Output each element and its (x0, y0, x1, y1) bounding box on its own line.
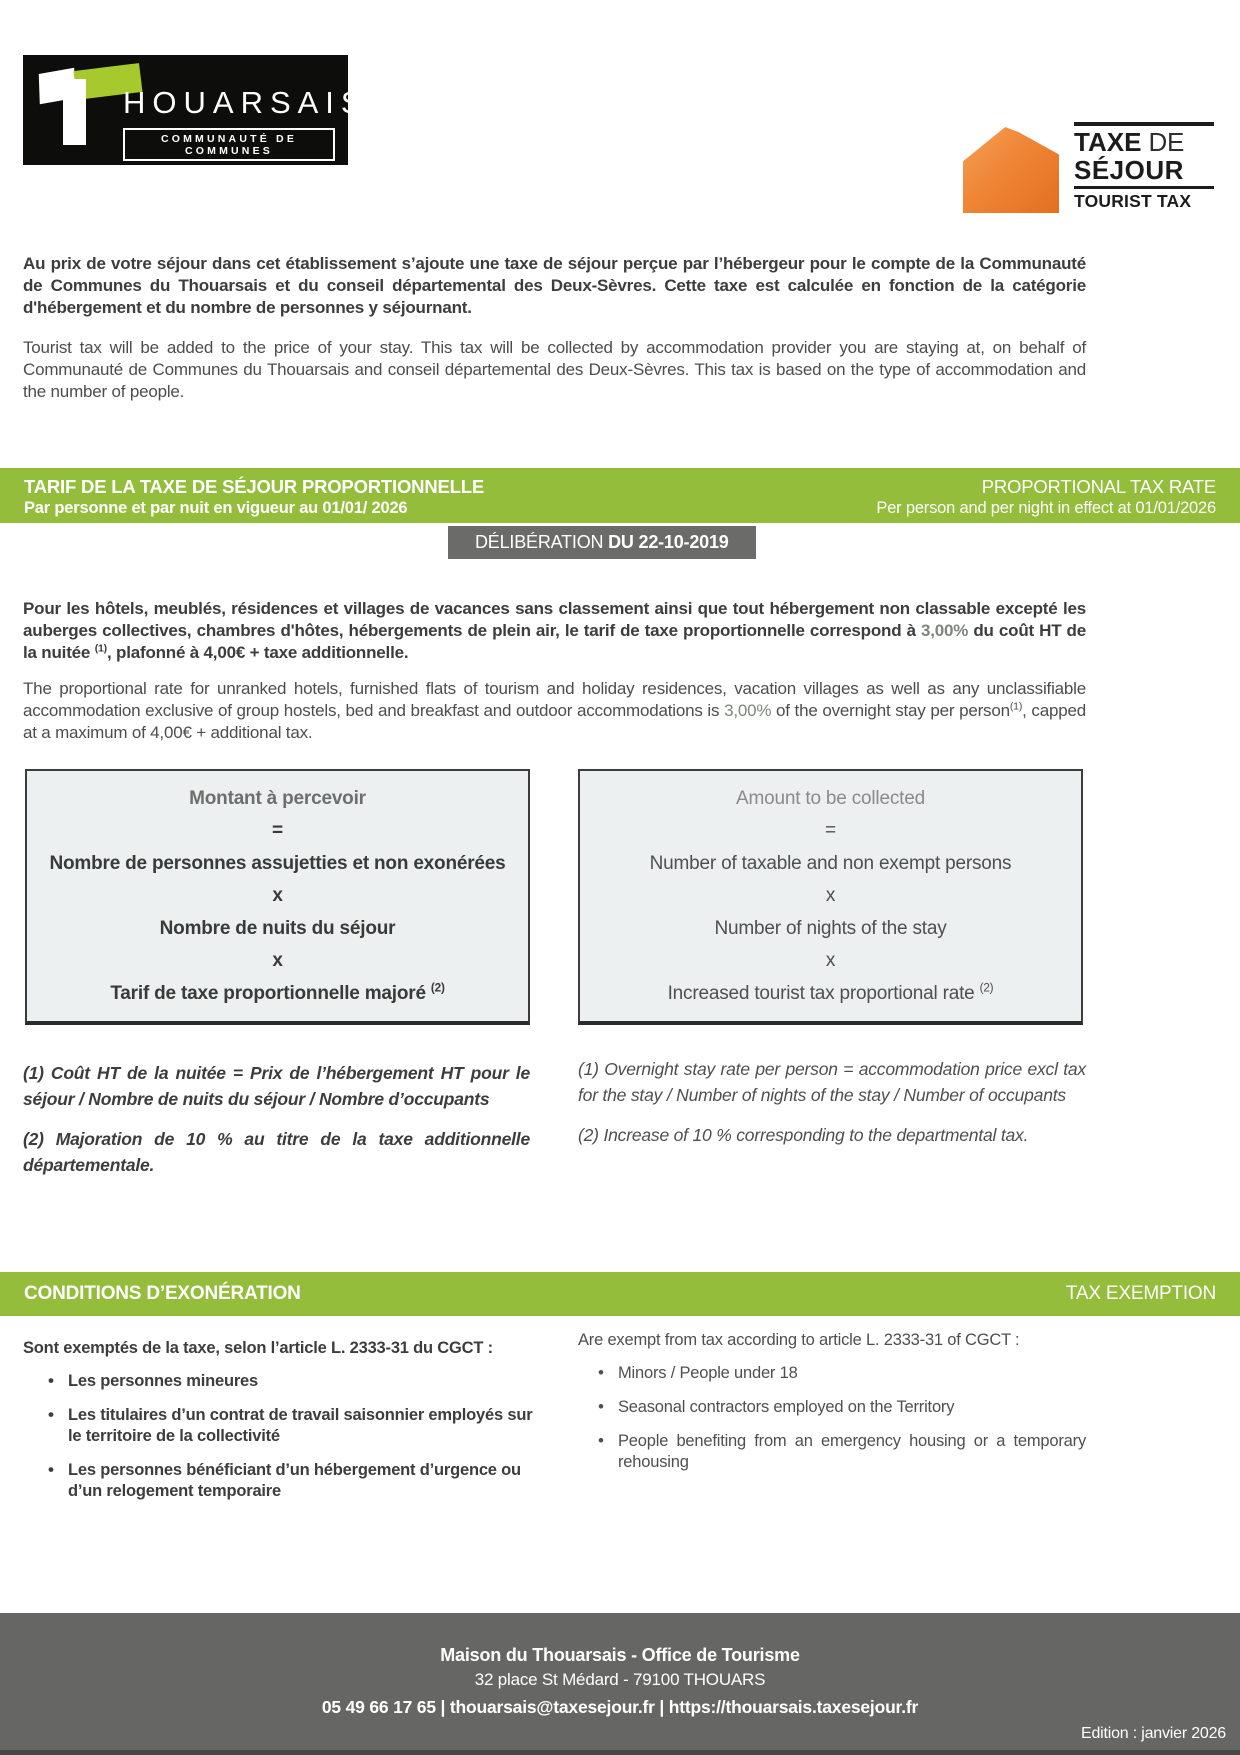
banner-rate-en-title: PROPORTIONAL TAX RATE (981, 476, 1216, 497)
list-item: • Les personnes mineures (68, 1371, 535, 1392)
footer-address: 32 place St Médard - 79100 THOUARS (474, 1670, 766, 1689)
taxlogo-sejour: SÉJOUR (1074, 155, 1184, 185)
intro-paragraph-fr: Au prix de votre séjour dans cet établissement s’ajoute une taxe de séjour perçue par l’hébergeur pour le compte de la Communauté de Communes du Thouarsais et du conseil départemental des Deux-Sèvres. Cette taxe est calculée en fonction de la catégorie d'hébergement et du nombre de personnes y séjournant. (23, 254, 1086, 317)
footer-edition: Edition : janvier 2026 (1080, 1725, 1226, 1742)
taxlogo-tourist-tax: TOURIST TAX (1074, 191, 1192, 211)
logo-rule-top (1074, 122, 1214, 126)
formula-fr-row2: Nombre de nuits du séjour (159, 917, 396, 939)
list-item: • Les titulaires d’un contrat de travail saisonnier employés sur le territoire de la collectivité (68, 1405, 535, 1447)
formula-fr-times2: x (272, 950, 283, 971)
exemption-fr-intro: Sont exemptés de la taxe, selon l’article L. 2333-31 du CGCT : (23, 1339, 493, 1357)
banner-rate-fr-title: TARIF DE LA TAXE DE SÉJOUR PROPORTIONNELLE (24, 476, 484, 497)
banner-exemption (0, 1272, 1240, 1316)
rate-fr-before: Pour les hôtels, meublés, résidences et villages de vacances sans classement ainsi que tout hébergement non classable excepté les auberges collectives, chambres d'hôtes, hébergements de plein air, le tarif de taxe proportionnelle correspond à (23, 599, 1086, 640)
taxlogo-de: DE (1141, 127, 1185, 157)
formula-en-row3 (588, 983, 1073, 1005)
deliberation-label: DÉLIBÉRATION (475, 532, 609, 552)
formula-fr-row3-text: Tarif de taxe proportionnelle majoré (110, 982, 431, 1004)
deliberation-date: DU 22-10-2019 (608, 532, 729, 552)
house-icon (963, 127, 1059, 213)
t-stem-icon (63, 79, 86, 145)
footer (0, 1613, 1240, 1755)
footer-bottom-strip (0, 1750, 1240, 1755)
rate-en-sup: (1) (1009, 700, 1023, 713)
banner-rate-en (876, 475, 1216, 523)
banner-exemption-fr: CONDITIONS D’EXONÉRATION (24, 1283, 301, 1304)
list-item: • Seasonal contractors employed on the Territory (618, 1397, 1086, 1418)
deliberation-badge (448, 526, 756, 559)
banner-rate-fr-subtitle: Par personne et par nuit en vigueur au 01/01/ 2026 (24, 499, 408, 517)
footnote-fr-1: (1) Coût HT de la nuitée = Prix de l’hébergement HT pour le séjour / Nombre de nuits du séjour / Nombre d’occupants (23, 1063, 530, 1109)
exemption-en-list (578, 1363, 1086, 1473)
exemption-fr-list (23, 1371, 535, 1502)
banner-exemption-en: TAX EXEMPTION (1065, 1283, 1216, 1304)
formula-box-en (578, 769, 1083, 1025)
rate-fr-middle: du coût HT de la nuitée (23, 621, 1086, 662)
formula-fr-title: Montant à percevoir (189, 787, 366, 809)
formula-en-equals: = (825, 820, 836, 841)
exemption-en-intro: Are exempt from tax according to article L. 2333-31 of CGCT : (578, 1331, 1020, 1349)
formula-fr-row1: Nombre de personnes assujetties et non exonérées (49, 852, 506, 874)
footnotes-en (578, 1056, 1086, 1148)
logo-rule-bottom (1074, 186, 1214, 189)
exemption-en (578, 1330, 1086, 1486)
thouarsais-logo (23, 55, 369, 165)
banner-rate-en-subtitle: Per person and per night in effect at 01/01/2026 (876, 499, 1216, 517)
formula-en-times1: x (825, 885, 836, 906)
formula-en-row2: Number of nights of the stay (714, 917, 947, 939)
formula-en-times2: x (825, 950, 836, 971)
formula-fr-equals: = (272, 820, 283, 841)
exemption-fr (23, 1338, 535, 1515)
logo-subtitle: COMMUNAUTÉ DE COMMUNES (123, 128, 335, 161)
banner-rate-fr (24, 475, 484, 523)
rate-en-after: , capped at a maximum of 4,00€ + additional tax. (23, 701, 1086, 742)
footnote-en-2: (2) Increase of 10 % corresponding to the departmental tax. (578, 1125, 1029, 1145)
rate-fr-after: , plafonné à 4,00€ + taxe additionnelle. (106, 643, 409, 662)
formula-en-row1: Number of taxable and non exempt persons (649, 852, 1012, 874)
formula-en-title: Amount to be collected (736, 787, 925, 809)
formula-fr-row3-sup: (2) (430, 981, 445, 995)
footnote-en-1: (1) Overnight stay rate per person = accommodation price excl tax for the stay / Number of nights of the stay / Number of occupants (578, 1059, 1086, 1105)
formula-fr-row3 (35, 983, 520, 1005)
taxlogo-line1 (1074, 129, 1214, 156)
list-item: • Les personnes bénéficiant d’un hébergement d’urgence ou d’un relogement temporaire (68, 1460, 535, 1502)
footer-contact: 05 49 66 17 65 | thouarsais@taxesejour.fr | https://thouarsais.taxesejour.fr (321, 1697, 919, 1717)
intro-paragraph-en: Tourist tax will be added to the price of your stay. This tax will be collected by accommodation provider you are staying at, on behalf of Communauté de Communes du Thouarsais and conseil départemental des Deux-Sèvres. This tax is based on the type of accommodation and the number of people. (23, 338, 1086, 401)
logo-wordmark: HOUARSAIS (123, 85, 369, 120)
rate-fr-sup: (1) (94, 642, 107, 655)
rate-en-before: The proportional rate for unranked hotels, furnished flats of tourism and holiday residences, vacation villages as well as any unclassifiable accommodation exclusive of group hostels, bed and breakfast and outdoor accommodations is (23, 679, 1086, 720)
rate-paragraph-fr (23, 598, 1086, 664)
rate-en-middle: of the overnight stay per person (771, 701, 1010, 720)
footnote-fr-2: (2) Majoration de 10 % au titre de la taxe additionnelle départementale. (23, 1129, 530, 1175)
formula-fr-times1: x (272, 885, 283, 906)
formula-box-fr (25, 769, 530, 1025)
banner-proportional-rate (0, 468, 1240, 523)
rate-paragraph-en (23, 678, 1086, 744)
list-item: • Minors / People under 18 (618, 1363, 1086, 1384)
taxe-de-sejour-logo (1074, 122, 1214, 212)
rate-fr-percent: 3,00% (920, 621, 969, 640)
rate-en-percent: 3,00% (724, 701, 772, 720)
footnotes-fr (23, 1060, 530, 1178)
footer-office-name: Maison du Thouarsais - Office de Tourisme (440, 1645, 800, 1665)
formula-en-row3-sup: (2) (979, 981, 994, 995)
list-item: • People benefiting from an emergency housing or a temporary rehousing (618, 1431, 1086, 1473)
taxlogo-taxe: TAXE (1074, 127, 1142, 157)
formula-en-row3-text: Increased tourist tax proportional rate (667, 982, 980, 1004)
